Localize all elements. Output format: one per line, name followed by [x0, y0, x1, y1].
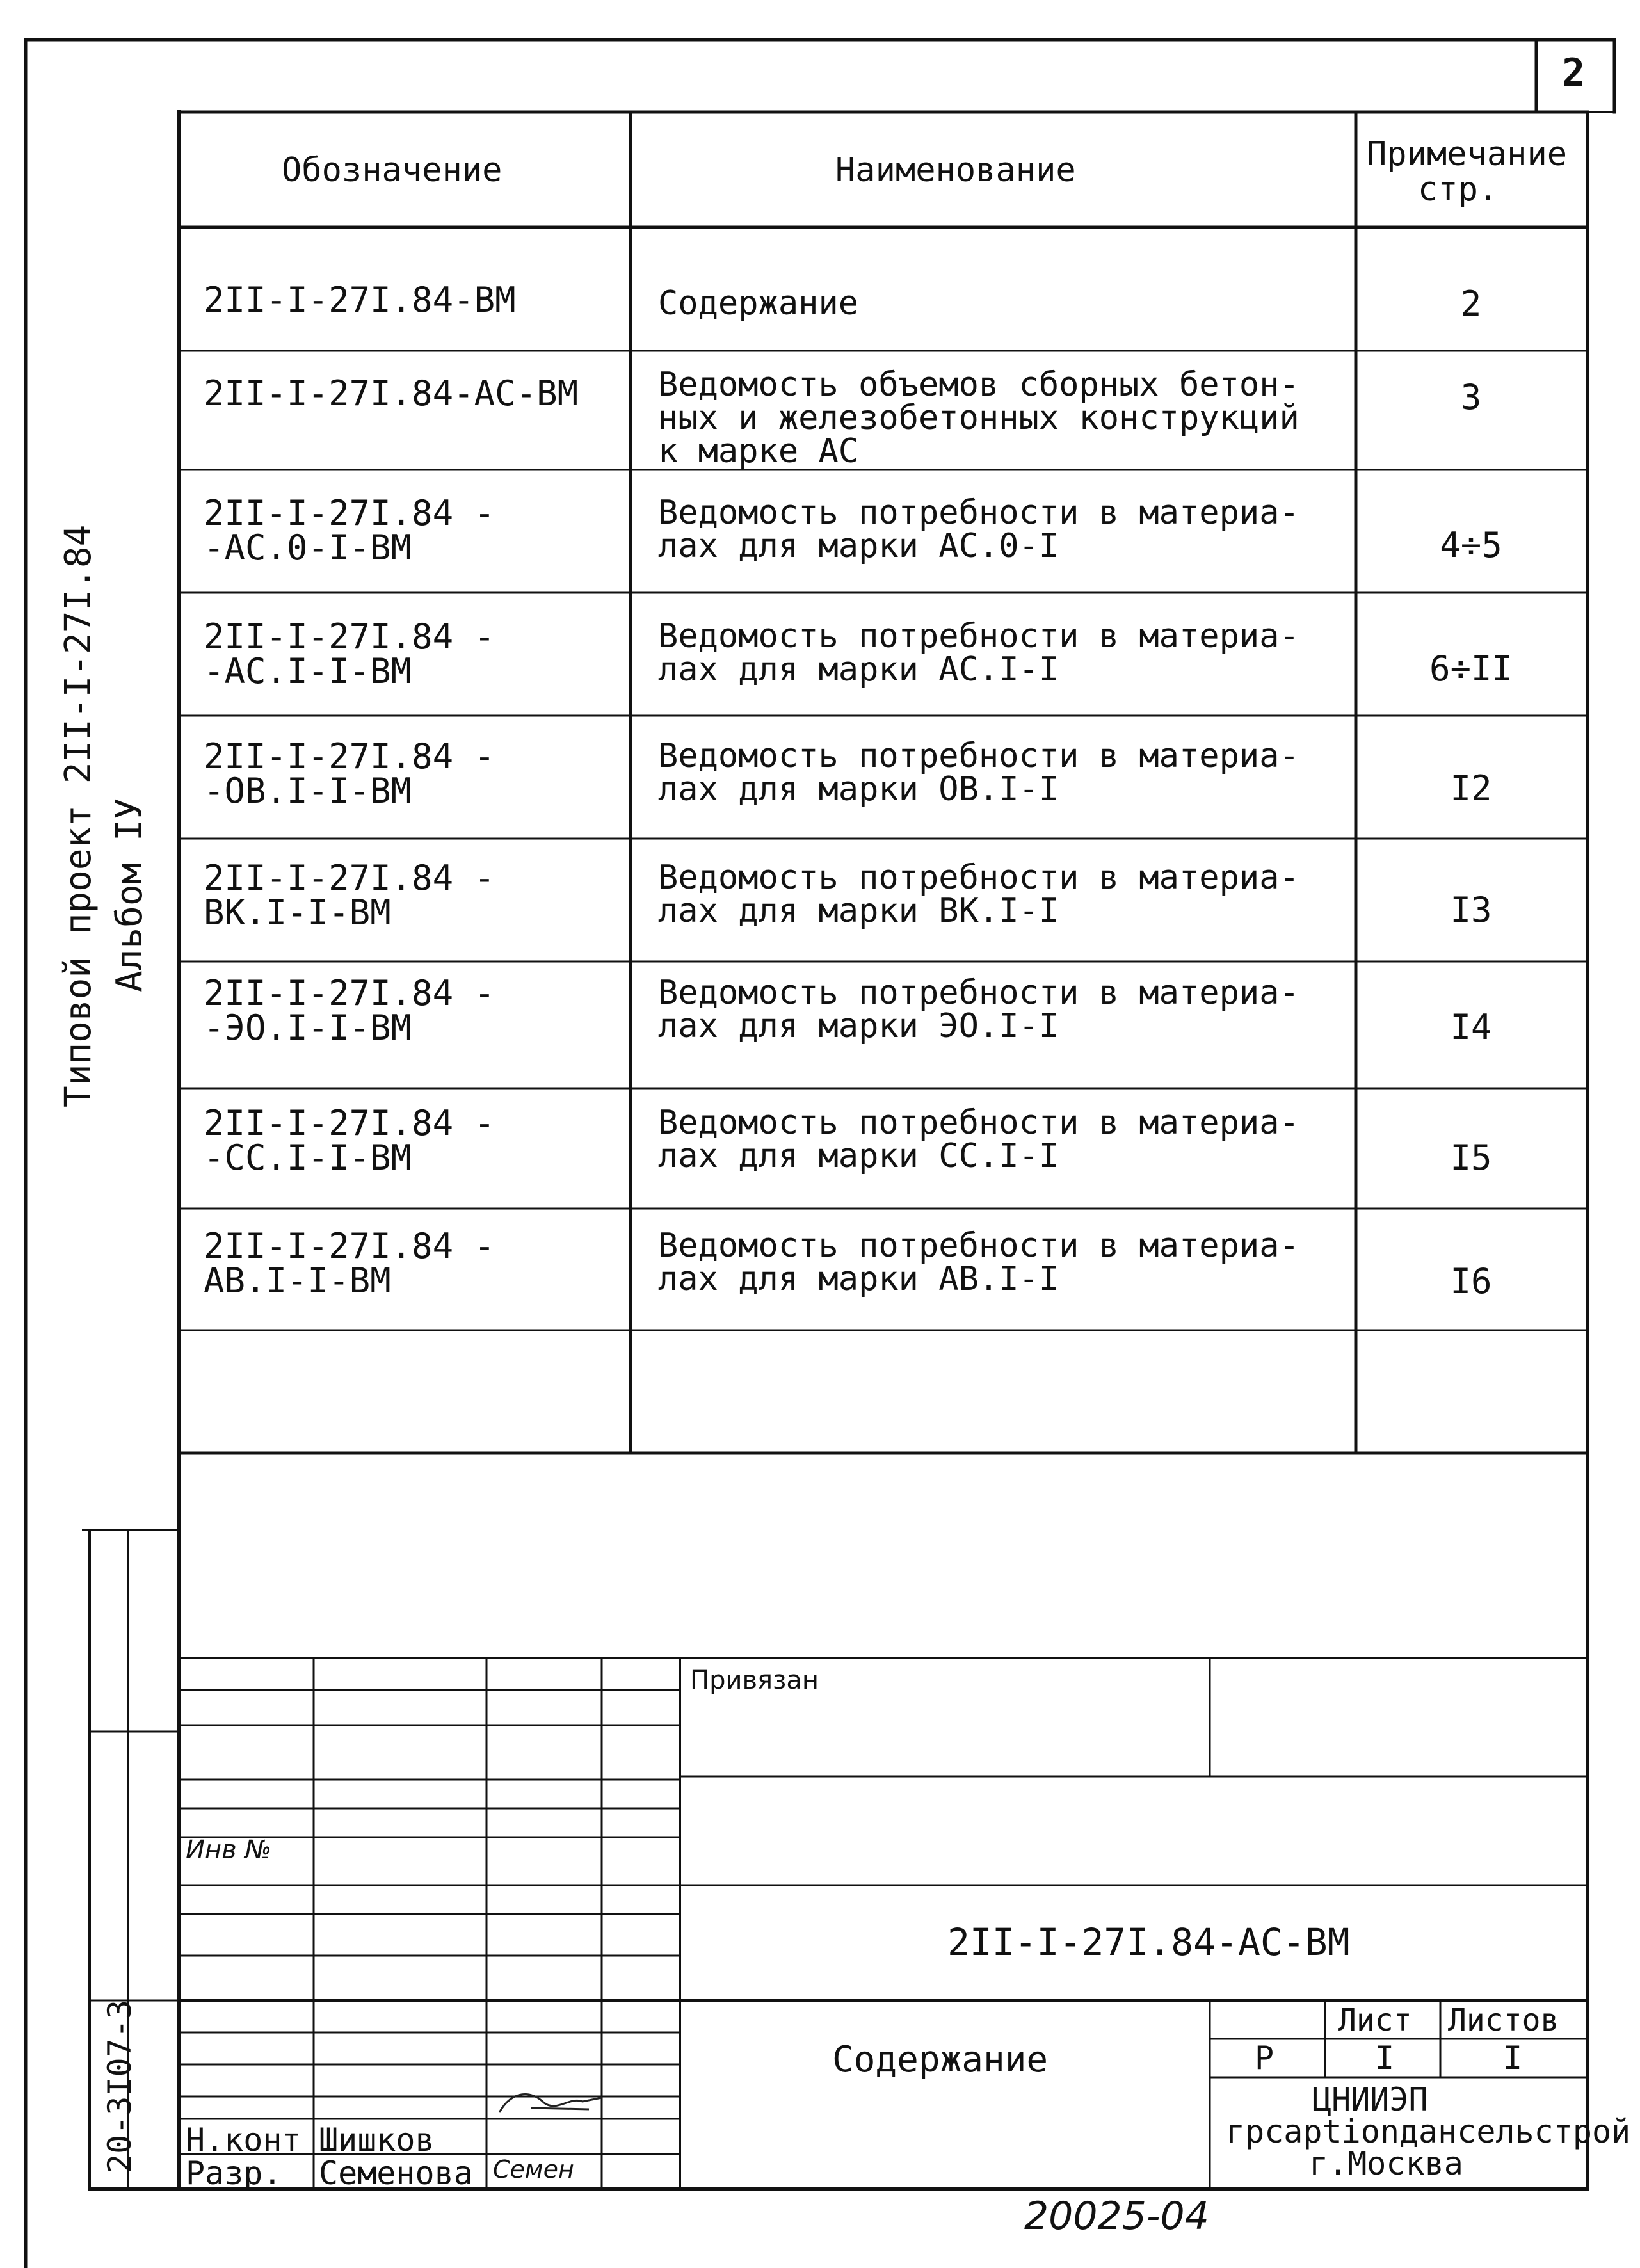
- stage-value: Р: [1255, 2039, 1274, 2077]
- row-name: Ведомость потребности в материа- лах для марки ОВ.I-I: [658, 737, 1299, 808]
- row-name: Ведомость потребности в материа- лах для марки СС.I-I: [658, 1104, 1299, 1175]
- row-page: 2: [1460, 284, 1482, 324]
- inv-number-label: Инв №: [186, 1835, 271, 1865]
- name-developer: Семенова: [319, 2155, 473, 2192]
- header-note-line1: Примечание: [1367, 135, 1568, 173]
- header-designation: Обозначение: [282, 151, 502, 189]
- row-name: Ведомость потребности в материа- лах для марки АС.I-I: [658, 617, 1299, 689]
- sheets-label: Листов: [1448, 2002, 1559, 2038]
- archive-number: 20025-04: [1024, 2194, 1209, 2239]
- row-code: 2II-I-27I.84 - -ЭО.I-I-ВМ: [204, 973, 495, 1048]
- row-name: Содержание: [658, 284, 859, 323]
- row-page: I2: [1450, 768, 1492, 808]
- row-code: 2II-I-27I.84-ВМ: [204, 280, 516, 320]
- org-line1: ЦНИИЭП: [1312, 2081, 1428, 2118]
- row-code: 2II-I-27I.84 - АВ.I-I-ВМ: [204, 1226, 495, 1301]
- side-label-line2: Альбом IУ: [109, 798, 150, 992]
- row-code: 2II-I-27I.84 - -ОВ.I-I-ВМ: [204, 736, 495, 811]
- row-page: I5: [1450, 1138, 1492, 1178]
- row-code: 2II-I-27I.84 - ВК.I-I-ВМ: [204, 858, 495, 933]
- row-name: Ведомость потребности в материа- лах для марки АВ.I-I: [658, 1226, 1299, 1298]
- name-norm-control: Шишков: [319, 2121, 435, 2159]
- row-page: 4÷5: [1440, 525, 1502, 565]
- org-line2: грcaptionдансельстрой: [1226, 2113, 1631, 2150]
- row-page: 3: [1460, 377, 1482, 417]
- row-name: Ведомость потребности в материа- лах для марки АС.0-I: [658, 494, 1299, 565]
- header-note-line2: стр.: [1418, 170, 1499, 209]
- signature-norm-control: [493, 2084, 615, 2122]
- row-name: Ведомость потребности в материа- лах для марки ЭО.I-I: [658, 974, 1299, 1045]
- row-code: 2II-I-27I.84 - -АС.0-I-ВМ: [204, 493, 495, 568]
- sheet-label: Лист: [1338, 2002, 1412, 2038]
- row-page: I6: [1450, 1261, 1492, 1301]
- row-page: I3: [1450, 890, 1492, 930]
- row-name: Ведомость потребности в материа- лах для марки ВК.I-I: [658, 858, 1299, 930]
- signature-developer: Семен: [493, 2155, 574, 2184]
- row-code: 2II-I-27I.84 - -АС.I-I-ВМ: [204, 616, 495, 691]
- row-page: I4: [1450, 1007, 1492, 1047]
- side-code-text: 20-3I07-3: [101, 2000, 138, 2173]
- sheet-number: 2: [1562, 51, 1586, 95]
- document-code: 2II-I-27I.84-АС-ВМ: [947, 1920, 1350, 1964]
- row-page: 6÷II: [1429, 648, 1513, 689]
- row-code: 2II-I-27I.84 - -СС.I-I-ВМ: [204, 1103, 495, 1178]
- privyazan-label: Привязан: [690, 1666, 819, 1695]
- row-name: Ведомость объемов сборных бетон- ных и железобетонных конструкций к марке АС: [658, 366, 1299, 470]
- side-label-line1: Типовой проект 2II-I-27I.84: [58, 524, 99, 1107]
- org-line3: г.Москва: [1309, 2145, 1463, 2182]
- sheet-value: I: [1375, 2039, 1395, 2077]
- role-norm-control: Н.конт: [186, 2121, 301, 2159]
- stamp-title: Содержание: [832, 2039, 1049, 2080]
- row-code: 2II-I-27I.84-АС-ВМ: [204, 373, 579, 414]
- sheets-value: I: [1503, 2039, 1523, 2077]
- role-developer: Разр.: [186, 2155, 282, 2192]
- header-name: Наименование: [835, 151, 1076, 189]
